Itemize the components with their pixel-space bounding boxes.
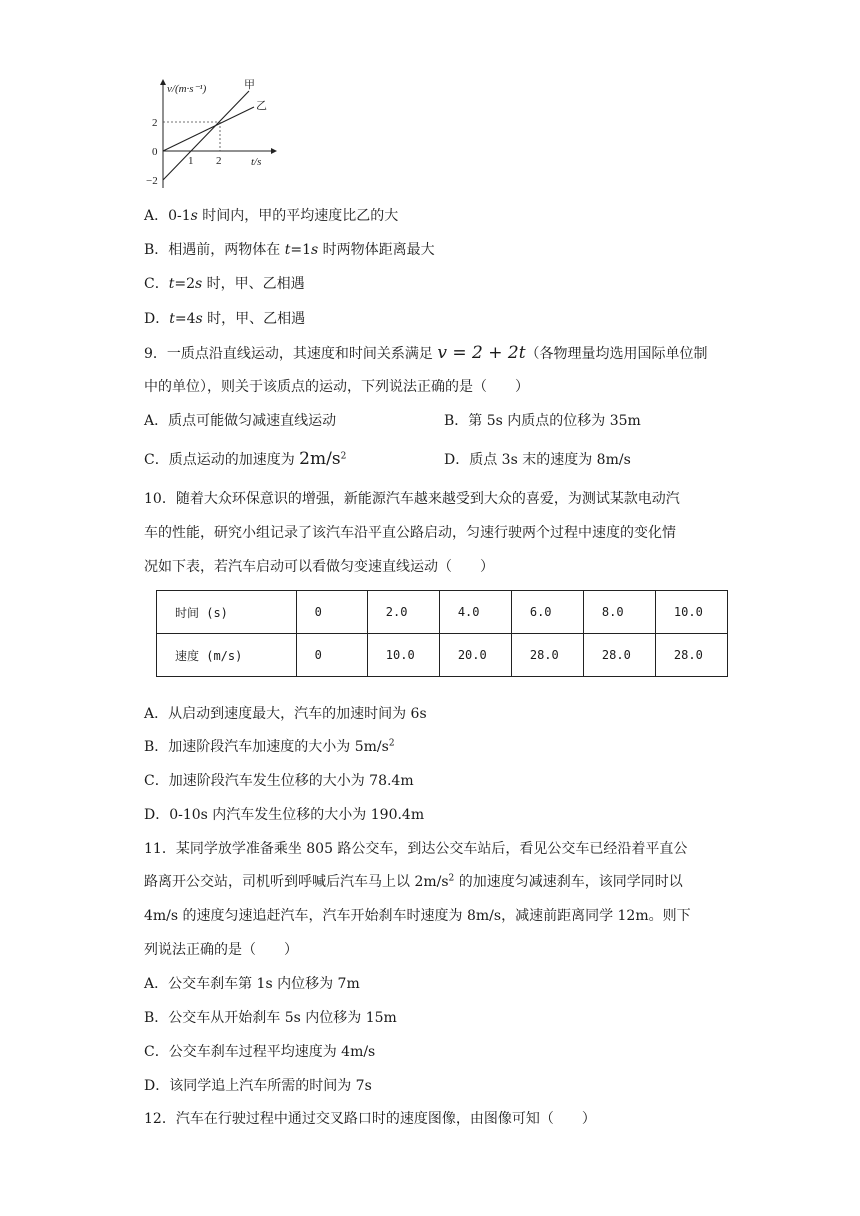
- table-header-time: 时间 (s): [157, 591, 297, 634]
- q9-stem-line2: 中的单位），则关于该质点的运动，下列说法正确的是（ ）: [144, 379, 529, 395]
- option-text: =2: [174, 276, 195, 292]
- tick-y-0: 0: [152, 146, 158, 158]
- option-var: t: [284, 242, 291, 258]
- q9-stem-line1: [144, 343, 708, 364]
- q8-option-a: [144, 206, 398, 226]
- q9-option-d: D．质点 3s 末的速度为 8m/s: [444, 452, 631, 468]
- q8-option-d: [144, 309, 305, 329]
- option-text: 0-1: [168, 208, 191, 224]
- table-cell: 28.0: [511, 634, 583, 677]
- option-text: 相遇前，两物体在: [168, 242, 285, 258]
- q10-option-a: A．从启动到速度最大，汽车的加速时间为 6s: [144, 706, 427, 722]
- option-text: C．质点运动的加速度为: [144, 452, 300, 468]
- q10-option-d: D．0-10s 内汽车发生位移的大小为 190.4m: [144, 807, 425, 823]
- q10-data-table: [156, 590, 728, 677]
- q11-option-c: C．公交车刹车过程平均速度为 4m/s: [144, 1044, 376, 1060]
- q11-option-d: D．该同学追上汽车所需的时间为 7s: [144, 1078, 372, 1094]
- q8-option-c: [144, 274, 305, 294]
- option-text: =4: [174, 311, 196, 327]
- q10-option-c: C．加速阶段汽车发生位移的大小为 78.4m: [144, 773, 414, 789]
- option-var: t: [168, 276, 175, 292]
- q9-stem-text: （各物理量均选用国际单位制: [525, 346, 708, 362]
- table-cell: 10.0: [367, 634, 439, 677]
- option-var: s: [190, 208, 198, 224]
- q9-option-b: B．第 5s 内质点的位移为 35m: [444, 413, 641, 429]
- table-cell: 2.0: [367, 591, 439, 634]
- q11-stem-text: 的加速度匀减速刹车，该同学同时以: [454, 874, 683, 890]
- velocity-time-graph: [144, 76, 284, 192]
- option-label: A．: [144, 208, 169, 224]
- table-cell: 8.0: [583, 591, 655, 634]
- q11-option-b: B．公交车从开始刹车 5s 内位移为 15m: [144, 1010, 397, 1026]
- option-text: B．加速阶段汽车加速度的大小为 5m/s: [144, 739, 389, 755]
- table-cell: 28.0: [583, 634, 655, 677]
- x-axis-label: t/s: [251, 156, 262, 168]
- line-jia: [163, 91, 249, 180]
- option-var: s: [311, 242, 319, 258]
- option-text: 时，甲、乙相遇: [202, 276, 305, 292]
- option-label: B．: [144, 242, 169, 258]
- table-header-speed: 速度 (m/s): [157, 634, 297, 677]
- option-var: t: [169, 311, 175, 327]
- q9-formula: v = 2 + 2t: [437, 343, 526, 363]
- tick-x-1: 1: [188, 155, 194, 167]
- q9-acceleration-value: 2m/s: [299, 449, 341, 469]
- q11-stem-line2: [144, 872, 683, 892]
- tick-y-neg2: −2: [146, 175, 158, 187]
- tick-y-2: 2: [152, 117, 158, 129]
- table-cell: 20.0: [439, 634, 511, 677]
- table-cell: 28.0: [655, 634, 727, 677]
- q10-stem-line2: 车的性能，研究小组记录了该汽车沿平直公路启动，匀速行驶两个过程中速度的变化情: [144, 525, 676, 541]
- q11-stem-text: 路离开公交站，司机听到呼喊后汽车马上以 2m/s: [144, 874, 449, 890]
- q8-option-b: [144, 240, 435, 260]
- tick-x-2: 2: [216, 155, 222, 167]
- q10-stem-line1: 10．随着大众环保意识的增强，新能源汽车越来越受到大众的喜爱，为测试某款电动汽: [144, 491, 680, 507]
- q11-stem-line3: 4m/s 的速度匀速追赶汽车，汽车开始刹车时速度为 8m/s，减速前距离同学 12m。则下: [144, 908, 691, 924]
- q11-option-a: A．公交车刹车第 1s 内位移为 7m: [144, 976, 360, 992]
- option-var: s: [195, 311, 203, 327]
- exponent: 2: [340, 451, 347, 462]
- exponent: 2: [448, 873, 455, 884]
- option-label: C．: [144, 276, 169, 292]
- table-cell: 10.0: [655, 591, 727, 634]
- option-var: s: [195, 276, 203, 292]
- q10-stem-line3: 况如下表，若汽车启动可以看做匀变速直线运动（ ）: [144, 559, 494, 575]
- option-text: 时，甲、乙相遇: [202, 311, 306, 327]
- q9-stem-text: 9．一质点沿直线运动，其速度和时间关系满足: [144, 346, 438, 362]
- option-text: 时两物体距离最大: [318, 242, 435, 258]
- option-label: D．: [144, 311, 170, 327]
- exponent: 2: [388, 738, 395, 749]
- table-row-speed: [157, 634, 728, 677]
- q9-option-a: A．质点可能做匀减速直线运动: [144, 413, 337, 429]
- q11-stem-line4: 列说法正确的是（ ）: [144, 942, 298, 958]
- table-cell: 6.0: [511, 591, 583, 634]
- table-row-time: [157, 591, 728, 634]
- line-yi: [163, 107, 254, 151]
- option-text: 时间内，甲的平均速度比乙的大: [197, 208, 399, 224]
- table-cell: 4.0: [439, 591, 511, 634]
- q12-stem-line1: 12．汽车在行驶过程中通过交叉路口时的速度图像，由图像可知（ ）: [144, 1111, 596, 1127]
- q11-stem-line1: 11．某同学放学准备乘坐 805 路公交车，到达公交车站后，看见公交车已经沿着平直公: [144, 841, 688, 857]
- q10-option-b: [144, 737, 395, 757]
- series-label-jia: 甲: [244, 79, 255, 91]
- y-axis-label: v/(m·s⁻¹): [167, 83, 207, 95]
- q9-option-c: [144, 449, 346, 470]
- series-label-yi: 乙: [256, 100, 267, 112]
- table-cell: 0: [296, 634, 367, 677]
- option-text: =1: [290, 242, 312, 258]
- table-cell: 0: [296, 591, 367, 634]
